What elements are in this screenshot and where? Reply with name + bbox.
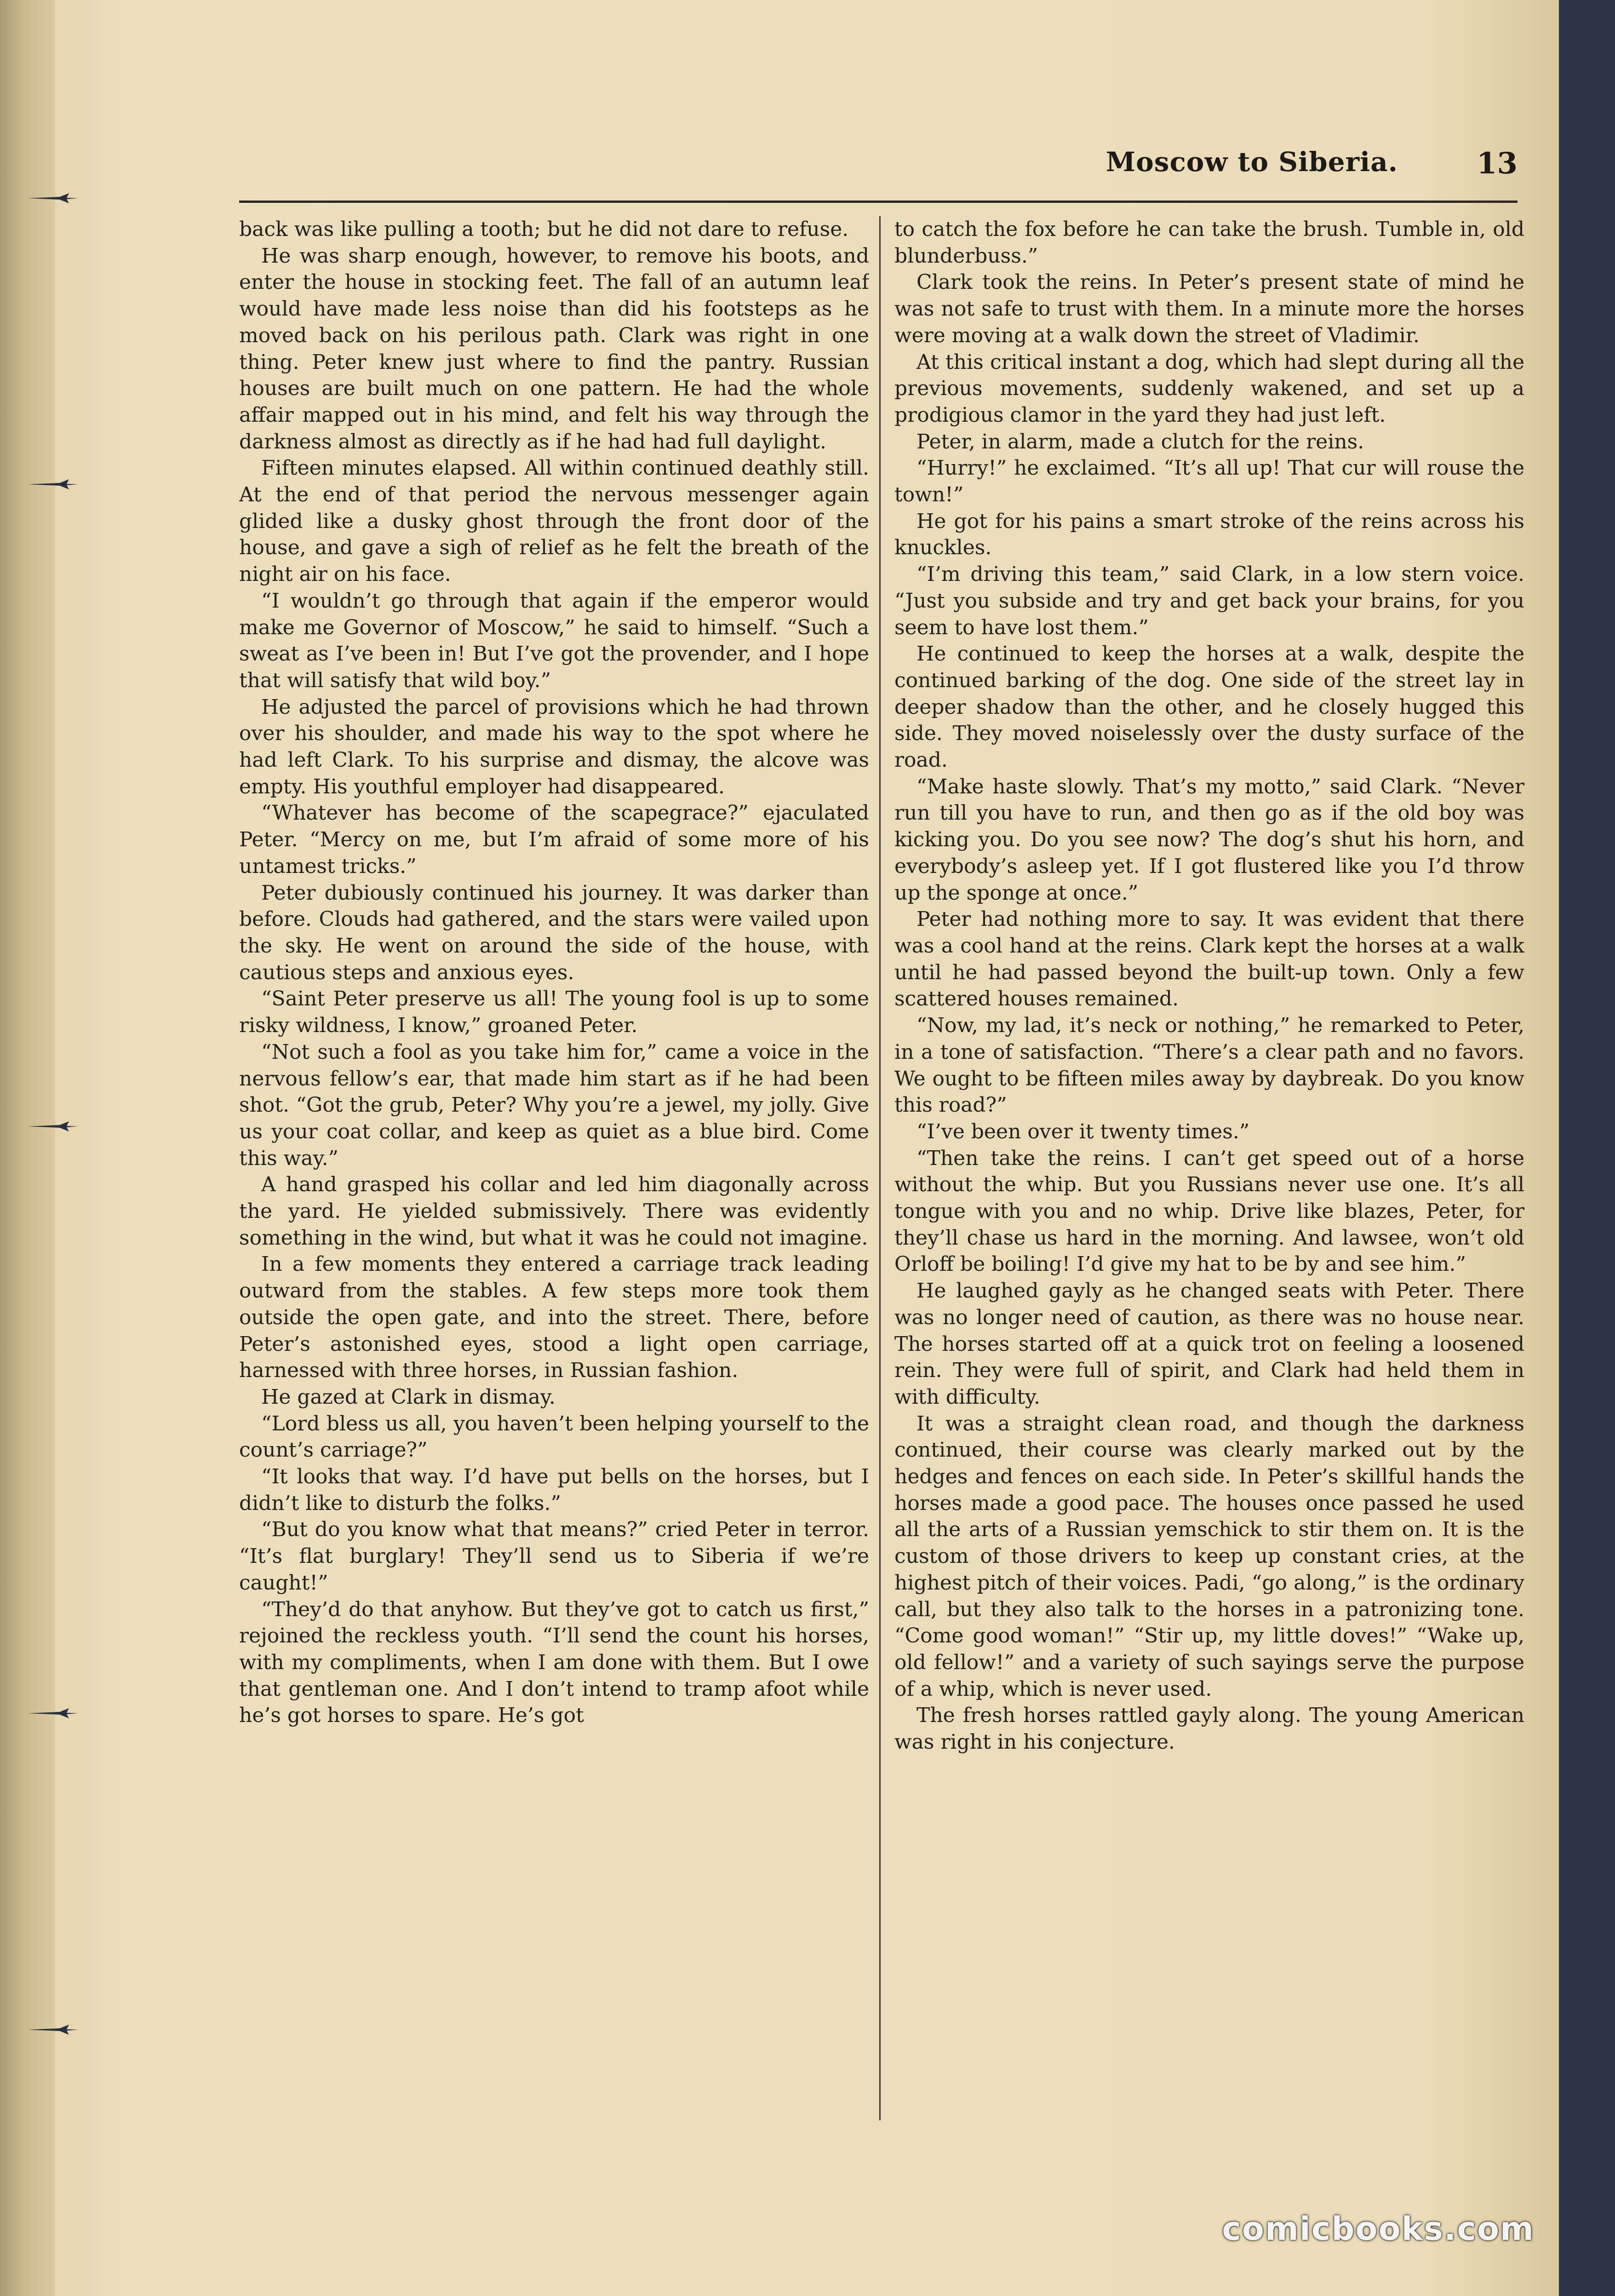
binding-stitch-icon [28,1707,78,1719]
paragraph: “Saint Peter preserve us all! The young fool is up to some risky wildness, I know,” groaned Peter. [239,987,869,1038]
page-number: 13 [1476,146,1518,181]
paragraph: Peter dubiously continued his journey. It was darker than before. Clouds had gathered, and the stars were vailed upon the sky. He went on around the side of the house, with cautious steps and anxious eyes. [239,881,869,984]
left-text-column [239,216,869,2139]
paragraph: It was a straight clean road, and though the darkness continued, their course was clearly marked out by the hedges and fences on each side. In Peter’s skillful hands the horses made a good pace. The houses once passed he used all the arts of a Russian yemschick to stir them on. It is the custom of those drivers to keep up constant cries, at the highest pitch of their voices. Padi, “go along,” is the ordinary call, but they also talk to the horses in a patronizing tone. “Come good woman!” “Stir up, my little doves!” “Wake up, old fellow!” and a variety of such sayings serve the purpose of a whip, which is never used. [894,1412,1524,1701]
paragraph: “Not such a fool as you take him for,” came a voice in the nervous fellow’s ear, that made him start as if he had been shot. “Got the grub, Peter? Why you’re a jewel, my jolly. Give us your coat collar, and keep as quiet as a blue bird. Come this way.” [239,1040,869,1170]
paragraph: He was sharp enough, however, to remove his boots, and enter the house in stocking feet. The fall of an autumn leaf would have made less noise than did his footsteps as he moved back on his perilous path. Clark was right in one thing. Peter knew just where to find the pantry. Russian houses are built much on one pattern. He had the whole affair mapped out in his mind, and felt his way through the darkness almost as directly as if he had had full daylight. [239,244,869,453]
paragraph: “I’ve been over it twenty times.” [916,1119,1250,1143]
paragraph: “Make haste slowly. That’s my motto,” said Clark. “Never run till you have to run, and then go as if the old boy was kicking you. Do you see now? The dog’s shut his horn, and everybody’s asleep yet. If I got flustered like you I’d throw up the sponge at once.” [894,775,1524,905]
paragraph: Peter had nothing more to say. It was evident that there was a cool hand at the reins. Clark kept the horses at a walk until he had passed beyond the built-up town. Only a few scattered houses remained. [894,907,1524,1011]
paragraph: He laughed gayly as he changed seats with Peter. There was no longer need of caution, as there was no house near. The horses started off at a quick trot on feeling a loosened rein. They were full of spirit, and Clark had held them in with difficulty. [894,1279,1524,1409]
binding-stitch-icon [28,478,78,490]
paragraph: “Then take the reins. I can’t get speed out of a horse without the whip. But you Russians never use one. It’s all tongue with you and no whip. Drive like blazes, Peter, for they’ll chase us hard in the morning. And lawsee, won’t old Orloff be boiling! I’d give my hat to be by and see him.” [894,1146,1524,1276]
paragraph: The fresh horses rattled gayly along. The young American was right in his conjecture. [894,1704,1524,1754]
page-header [239,146,1518,197]
site-watermark: comicbooks.com [1222,2210,1535,2248]
paragraph: back was like pulling a tooth; but he did not dare to refuse. [239,218,849,241]
paragraph: Fifteen minutes elapsed. All within continued deathly still. At the end of that period the nervous messenger again glided like a dusky ghost through the front door of the house, and gave a sigh of relief as he felt the breath of the night air on his face. [239,456,869,586]
paragraph: He got for his pains a smart stroke of the reins across his knuckles. [894,509,1524,560]
binding-gutter [0,0,55,2296]
binding-stitch-icon [28,1120,78,1132]
paragraph: “They’d do that anyhow. But they’ve got to catch us first,” rejoined the reckless youth. “I’ll send the count his horses, with my compliments, when I am done with them. But I owe that gentleman one. And I don’t intend to tramp afoot while he’s got horses to spare. He’s got [239,1597,869,1728]
paragraph: “I wouldn’t go through that again if the emperor would make me Governor of Moscow,” he said to himself. “Such a sweat as I’ve been in! But I’ve got the provender, and I hope that will satisfy that wild boy.” [239,589,869,692]
paragraph: “Lord bless us all, you haven’t been helping yourself to the count’s carriage?” [239,1412,869,1462]
binding-stitch-icon [28,192,78,204]
paragraph: At this critical instant a dog, which had slept during all the previous movements, suddenly wakened, and set up a prodigious clamor in the yard they had just left. [894,350,1524,427]
column-divider [879,216,881,2120]
paragraph: “Whatever has become of the scapegrace?” ejaculated Peter. “Mercy on me, but I’m afraid of some more of his untamest tricks.” [239,801,869,878]
paragraph: Peter, in alarm, made a clutch for the reins. [916,430,1364,453]
paragraph: “It looks that way. I’d have put bells on the horses, but I didn’t like to disturb the folks.” [239,1465,869,1515]
paragraph: He gazed at Clark in dismay. [261,1385,556,1409]
paragraph: A hand grasped his collar and led him diagonally across the yard. He yielded submissively. There was evidently something in the wind, but what it was he could not imagine. [239,1173,869,1250]
header-rule [239,201,1518,203]
paragraph: He continued to keep the horses at a walk, despite the continued barking of the dog. One side of the street lay in deeper shadow than the other, and he closely hugged this side. They moved noiselessly over the dusty surface of the road. [894,642,1524,772]
paragraph: He adjusted the parcel of provisions which he had thrown over his shoulder, and made his way to the spot where he had left Clark. To his surprise and dismay, the alcove was empty. His youthful employer had disappeared. [239,695,869,798]
right-text-column [894,216,1524,2139]
binding-stitch-icon [28,2024,78,2036]
paragraph: Clark took the reins. In Peter’s present state of mind he was not safe to trust with them. In a minute more the horses were moving at a walk down the street of Vladimir. [894,270,1524,347]
paragraph: “But do you know what that means?” cried Peter in terror. “It’s flat burglary! They’ll send us to Siberia if we’re caught!” [239,1518,869,1595]
paragraph: “I’m driving this team,” said Clark, in a low stern voice. “Just you subside and try and get back your brains, for you seem to have lost them.” [894,563,1524,639]
paragraph: to catch the fox before he can take the brush. Tumble in, old blunderbuss.” [894,218,1524,268]
paragraph: In a few moments they entered a carriage track leading outward from the stables. A few steps more took them outside the open gate, and into the street. There, before Peter’s astonished eyes, stood a light open carriage, harnessed with three horses, in Russian fashion. [239,1252,869,1383]
running-title: Moscow to Siberia. [1105,146,1398,178]
paragraph: “Now, my lad, it’s neck or nothing,” he remarked to Peter, in a tone of satisfaction. “There’s a clear path and no favors. We ought to be fifteen miles away by daybreak. Do you know this road?” [894,1014,1524,1117]
paragraph: “Hurry!” he exclaimed. “It’s all up! That cur will rouse the town!” [894,456,1524,507]
